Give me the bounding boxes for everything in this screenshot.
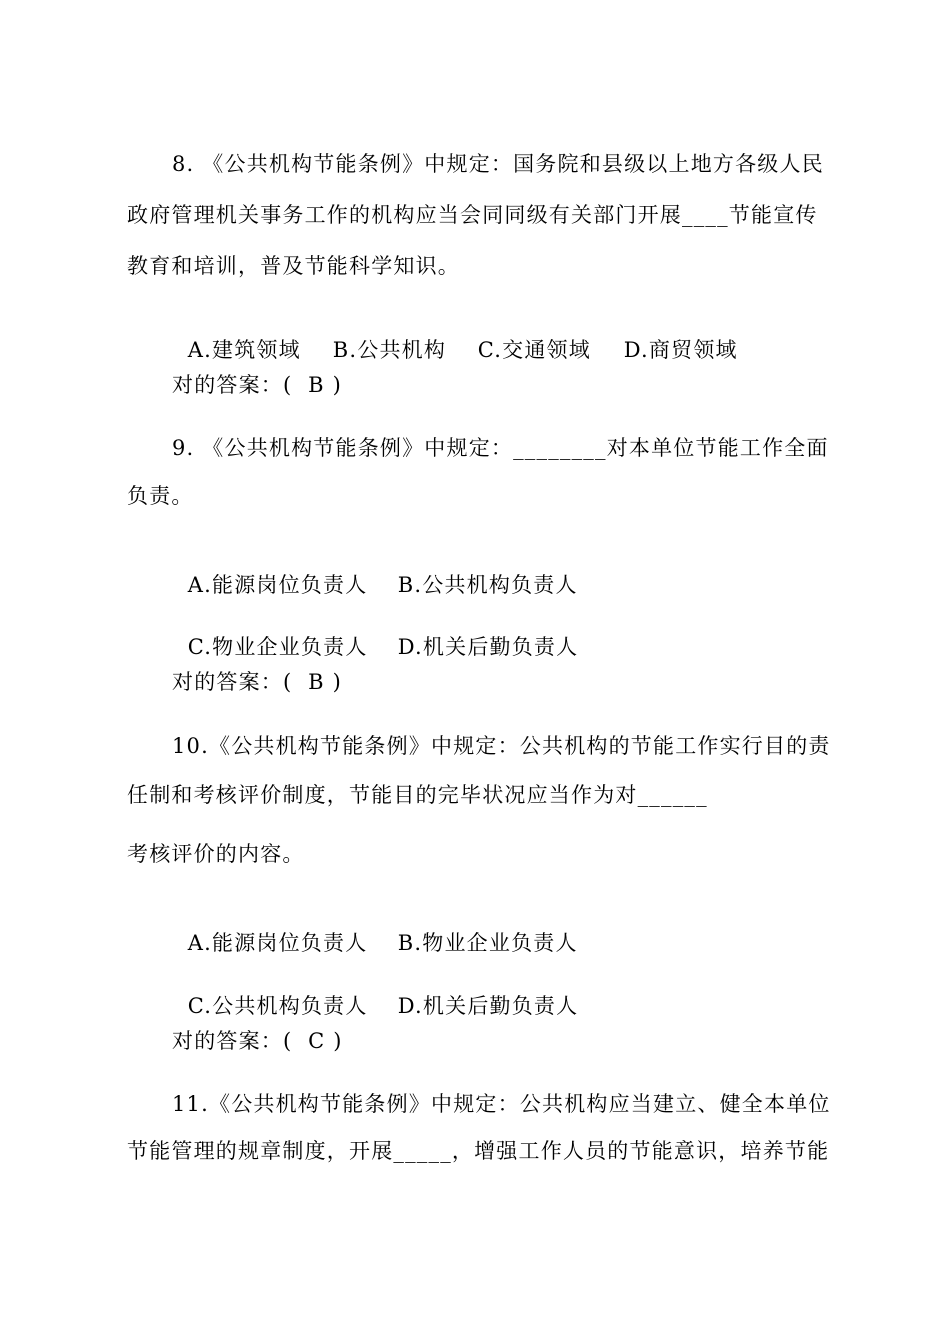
question-11-line-1: 11.《公共机构节能条例》中规定：公共机构应当建立、健全本单位 [172, 1092, 831, 1116]
option-a: A.建筑领域 [187, 338, 301, 362]
question-8-line-3: 教育和培训，普及节能科学知识。 [127, 254, 460, 278]
question-9-options-row-2 [172, 605, 578, 661]
question-8-options [172, 308, 738, 364]
question-10-line-1: 10.《公共机构节能条例》中规定：公共机构的节能工作实行目的责 [172, 734, 831, 758]
question-9-answer: 对的答案：( B ) [172, 670, 343, 694]
question-10-line-3: 考核评价的内容。 [127, 842, 305, 866]
question-8-line-2: 政府管理机关事务工作的机构应当会同同级有关部门开展____节能宣传 [127, 203, 818, 227]
option-b: B.公共机构负责人 [397, 573, 578, 597]
question-9-options-row-1 [172, 543, 578, 599]
option-d: D.机关后勤负责人 [397, 994, 579, 1018]
option-b: B.物业企业负责人 [397, 931, 578, 955]
question-10-options-row-2 [172, 964, 578, 1020]
question-8-line-1: 8. 《公共机构节能条例》中规定：国务院和县级以上地方各级人民 [172, 152, 824, 176]
option-b: B.公共机构 [332, 338, 447, 362]
question-10-answer: 对的答案：( C ) [172, 1029, 343, 1053]
option-d: D.商贸领域 [623, 338, 738, 362]
option-a: A.能源岗位负责人 [187, 573, 368, 597]
question-8-answer: 对的答案：( B ) [172, 373, 343, 397]
question-10-line-2: 任制和考核评价制度，节能目的完毕状况应当作为对______ [127, 783, 708, 807]
question-9-line-2: 负责。 [127, 484, 194, 508]
option-c: C.物业企业负责人 [187, 635, 368, 659]
question-9-line-1: 9. 《公共机构节能条例》中规定：________对本单位节能工作全面 [172, 436, 829, 460]
option-a: A.能源岗位负责人 [187, 931, 368, 955]
question-10-options-row-1 [172, 901, 578, 957]
question-11-line-2: 节能管理的规章制度，开展_____，增强工作人员的节能意识，培养节能 [127, 1139, 830, 1163]
option-c: C.公共机构负责人 [187, 994, 368, 1018]
option-d: D.机关后勤负责人 [397, 635, 579, 659]
option-c: C.交通领域 [477, 338, 591, 362]
